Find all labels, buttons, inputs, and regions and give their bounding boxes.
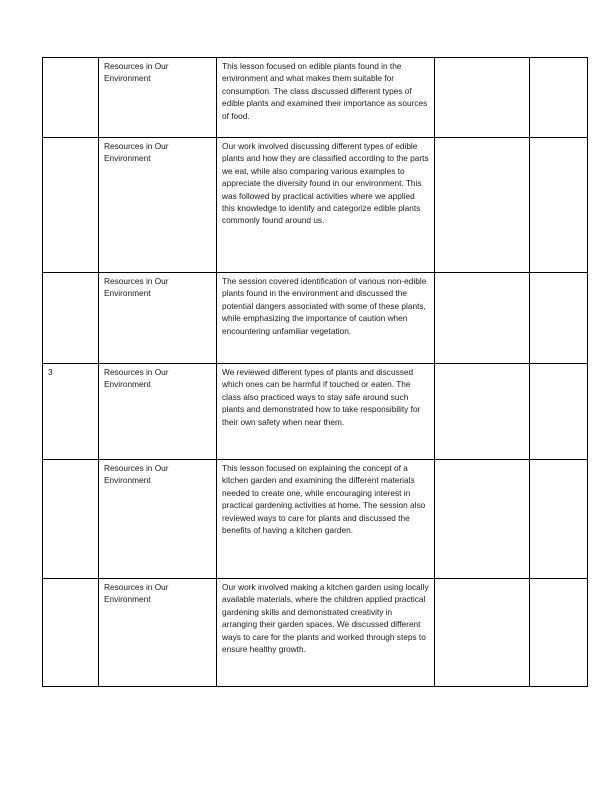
description-cell: Our work involved making a kitchen garden using locally available materials, where the children applied practical gardening skills and demonstrated creativity in arranging their garden spaces. We discussed different ways to care for the plants and worked through steps to ensure healthy growth. (217, 579, 435, 687)
table-row (43, 579, 588, 687)
table-row (43, 364, 588, 460)
extra-cell-2 (530, 579, 588, 687)
extra-cell-2 (530, 364, 588, 460)
week-cell (43, 58, 99, 138)
description-cell: Our work involved discussing different types of edible plants and how they are classified according to the parts we eat, while also comparing various examples to appreciate the diversity found in our environment. This was followed by practical activities where we applied this knowledge to identify and categorize edible plants commonly found around us. (217, 138, 435, 273)
extra-cell-2 (530, 138, 588, 273)
extra-cell-1 (435, 460, 530, 579)
topic-cell: Resources in Our Environment (99, 58, 217, 138)
table-row (43, 138, 588, 273)
week-cell (43, 460, 99, 579)
topic-cell: Resources in Our Environment (99, 579, 217, 687)
topic-cell: Resources in Our Environment (99, 460, 217, 579)
topic-cell: Resources in Our Environment (99, 273, 217, 364)
description-cell: The session covered identification of various non-edible plants found in the environment and discussed the potential dangers associated with some of these plants, while emphasizing the importance of caution when encountering unfamiliar vegetation. (217, 273, 435, 364)
week-cell (43, 273, 99, 364)
topic-cell: Resources in Our Environment (99, 364, 217, 460)
table-row (43, 460, 588, 579)
description-cell: We reviewed different types of plants and discussed which ones can be harmful if touched or eaten. The class also practiced ways to stay safe around such plants and demonstrated how to take responsibility for their own safety when near them. (217, 364, 435, 460)
week-cell: 3 (43, 364, 99, 460)
table-row (43, 273, 588, 364)
table-row (43, 58, 588, 138)
extra-cell-2 (530, 58, 588, 138)
description-cell: This lesson focused on edible plants found in the environment and what makes them suitable for consumption. The class discussed different types of edible plants and examined their importance as sources of food. (217, 58, 435, 138)
extra-cell-1 (435, 579, 530, 687)
week-cell (43, 138, 99, 273)
week-cell (43, 579, 99, 687)
description-cell: This lesson focused on explaining the concept of a kitchen garden and examining the different materials needed to create one, while encouraging interest in practical gardening activities at home. The session also reviewed ways to care for plants and discussed the benefits of having a kitchen garden. (217, 460, 435, 579)
extra-cell-1 (435, 273, 530, 364)
extra-cell-2 (530, 273, 588, 364)
extra-cell-1 (435, 58, 530, 138)
topic-cell: Resources in Our Environment (99, 138, 217, 273)
extra-cell-1 (435, 364, 530, 460)
extra-cell-2 (530, 460, 588, 579)
lesson-log-table (42, 57, 588, 687)
extra-cell-1 (435, 138, 530, 273)
